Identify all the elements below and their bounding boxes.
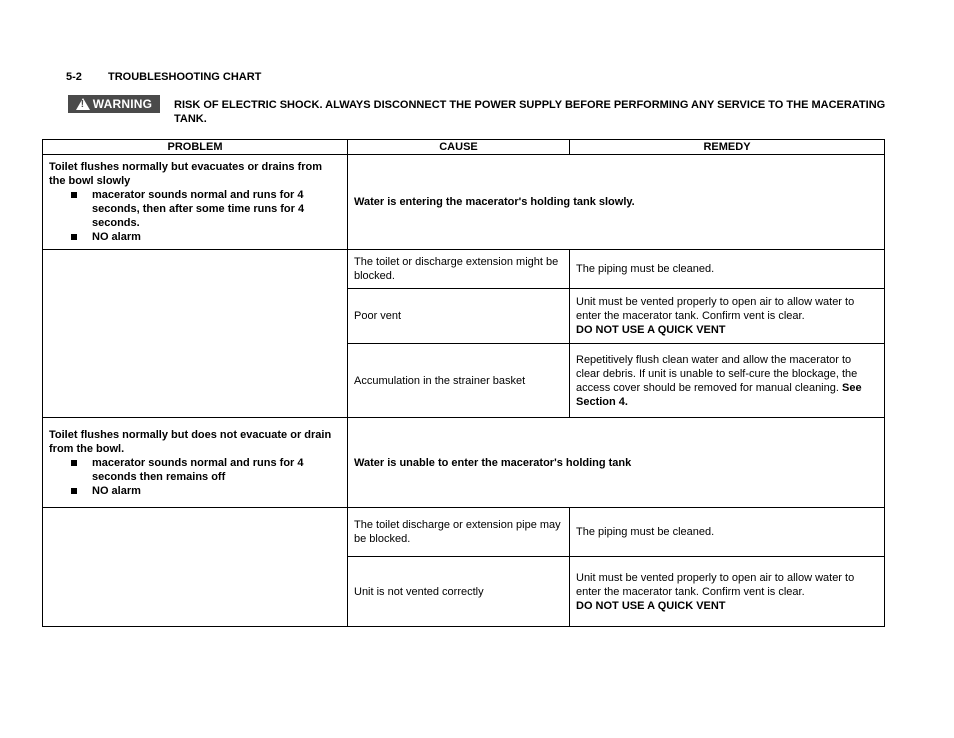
empty-problem-cell <box>43 250 348 418</box>
section-number: 5-2 <box>66 71 82 83</box>
cause-cell: The toilet discharge or extension pipe may be blocked. <box>348 508 570 557</box>
cause-cell: Accumulation in the strainer basket <box>348 344 570 418</box>
problem-cell <box>43 155 348 250</box>
problem-cell <box>43 418 348 508</box>
symptom-list <box>49 456 341 498</box>
empty-problem-cell <box>43 508 348 627</box>
remedy-warning: DO NOT USE A QUICK VENT <box>576 324 726 336</box>
warning-badge-label: WARNING <box>92 97 153 111</box>
symptom-item: macerator sounds normal and runs for 4 seconds then remains off <box>69 456 341 484</box>
header-cause: CAUSE <box>348 140 570 155</box>
cause-cell: The toilet or discharge extension might be blocked. <box>348 250 570 289</box>
section-title: TROUBLESHOOTING CHART <box>108 71 262 83</box>
remedy-text: Repetitively flush clean water and allow the macerator to clear debris. If unit is unable to self-cure the blockage, the access cover should be removed for manual cleaning. <box>576 353 858 394</box>
remedy-cell <box>570 250 885 289</box>
cause-cell: Poor vent <box>348 289 570 344</box>
cause-cell: Unit is not vented correctly <box>348 557 570 627</box>
remedy-cell <box>570 557 885 627</box>
warning-notice <box>68 95 888 126</box>
troubleshooting-table <box>42 139 885 627</box>
remedy-text: Unit must be vented properly to open air to allow water to enter the macerator tank. Confirm vent is clear. <box>576 296 855 322</box>
symptom-item: macerator sounds normal and runs for 4 seconds, then after some time runs for 4 seconds. <box>69 188 341 230</box>
problem-title: Toilet flushes normally but evacuates or drains from the bowl slowly <box>49 161 323 187</box>
problem-title: Toilet flushes normally but does not evacuate or drain from the bowl. <box>49 428 332 455</box>
remedy-cell <box>570 344 885 418</box>
summary-cause: Water is entering the macerator's holding tank slowly. <box>348 155 885 250</box>
remedy-reference: See Section 4. <box>576 381 862 408</box>
cause-row <box>43 250 885 289</box>
symptom-item: NO alarm <box>69 230 341 244</box>
warning-badge <box>68 95 160 113</box>
remedy-text: The piping must be cleaned. <box>576 526 715 538</box>
symptom-list <box>49 188 341 244</box>
remedy-cell <box>570 289 885 344</box>
warning-triangle-icon <box>76 98 90 110</box>
remedy-warning: DO NOT USE A QUICK VENT <box>576 599 726 612</box>
warning-text: RISK OF ELECTRIC SHOCK. ALWAYS DISCONNECT THE POWER SUPPLY BEFORE PERFORMING ANY SERVICE TO THE MACERATING TANK. <box>174 99 886 125</box>
header-problem: PROBLEM <box>43 140 348 155</box>
problem-row <box>43 418 885 508</box>
cause-row <box>43 508 885 557</box>
symptom-item: NO alarm <box>69 484 341 498</box>
header-remedy: REMEDY <box>570 140 885 155</box>
remedy-text: Unit must be vented properly to open air to allow water to enter the macerator tank. Confirm vent is clear. <box>576 571 855 598</box>
problem-row <box>43 155 885 250</box>
remedy-text: The piping must be cleaned. <box>576 263 715 275</box>
remedy-cell <box>570 508 885 557</box>
table-header-row <box>43 140 885 155</box>
section-heading <box>66 71 261 83</box>
summary-cause: Water is unable to enter the macerator's holding tank <box>348 418 885 508</box>
